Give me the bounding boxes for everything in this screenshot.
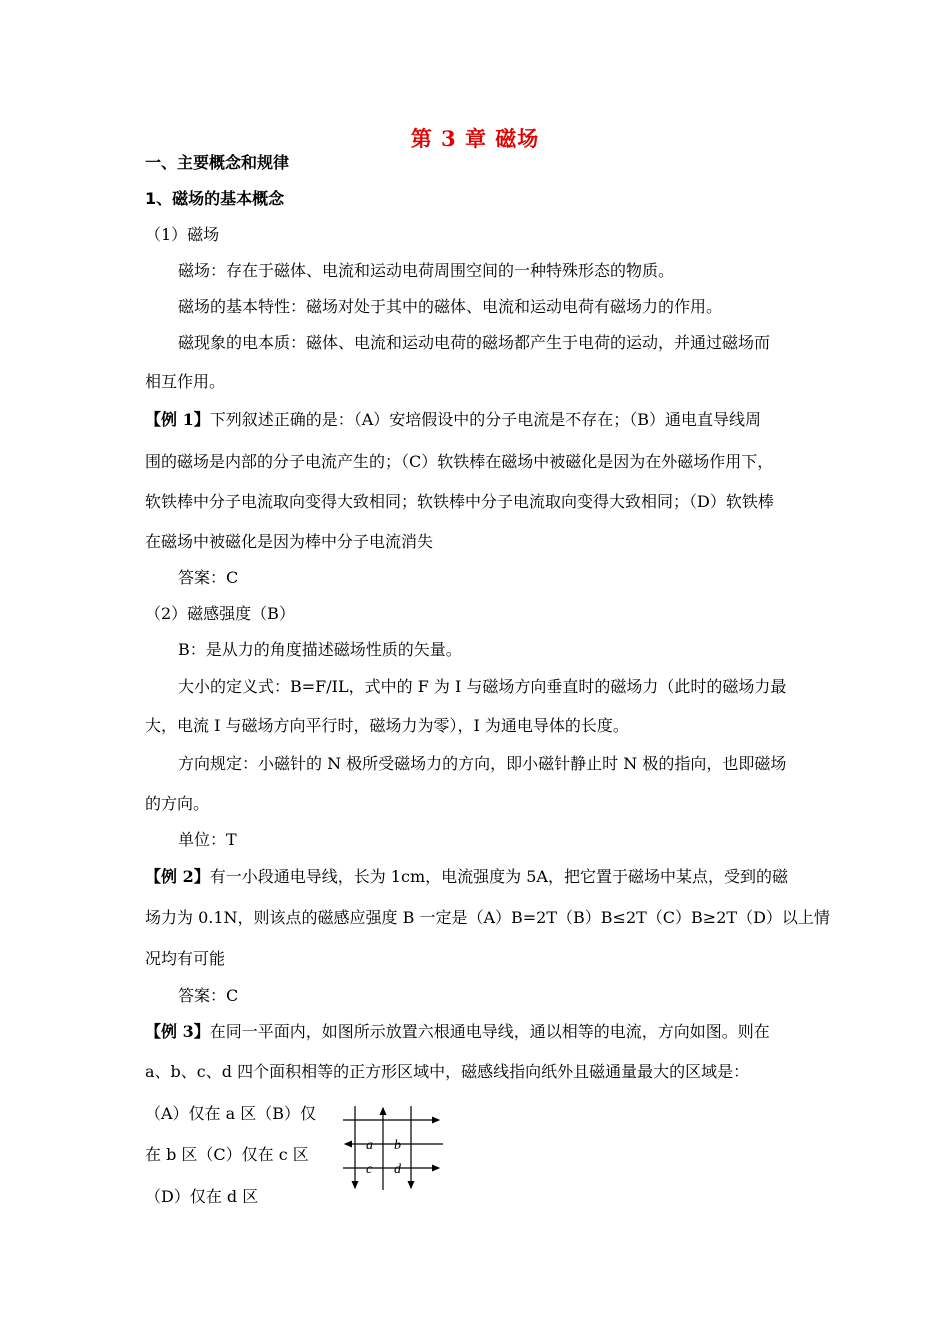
example-text: 下列叙述正确的是：（A）安培假设中的分子电流是不存在；（B）通电直导线周 [209,410,762,429]
example-tag: 【例 2】 [145,867,210,886]
paragraph-continuation: 的方向。 [145,794,210,813]
item-heading: （1）磁场 [145,225,220,244]
paragraph: 单位：T [178,830,237,849]
paragraph: 磁现象的电本质：磁体、电流和运动电荷的磁场都产生于电荷的运动，并通过磁场而 [178,333,771,352]
paragraph: 大小的定义式：B=F/IL，式中的 F 为 I 与磁场方向垂直时的磁场力（此时的磁场力最 [178,677,787,696]
subsection-heading: 1、磁场的基本概念 [145,189,285,208]
region-b-label: b [394,1138,401,1153]
region-d-label: d [394,1162,401,1177]
example-1-line [145,410,810,430]
example-2-line: 场力为 0.1N，则该点的磁感应强度 B 一定是（A）B=2T（B）B≤2T（C）B≥2T（D）以上情 [145,908,830,927]
region-a-label: a [366,1138,373,1153]
paragraph-continuation: 相互作用。 [145,372,226,391]
wire-grid-diagram [335,1098,450,1198]
paragraph: 磁场：存在于磁体、电流和运动电荷周围空间的一种特殊形态的物质。 [178,261,675,280]
chapter-title: 第 3 章 磁场 [410,126,540,151]
paragraph-continuation: 大，电流 I 与磁场方向平行时，磁场力为零），I 为通电导体的长度。 [145,716,629,735]
paragraph: B：是从力的角度描述磁场性质的矢量。 [178,640,462,659]
example-2-line [145,867,810,887]
example-tag: 【例 3】 [145,1022,210,1041]
example-3-line [145,1022,810,1042]
example-3-option: （A）仅在 a 区（B）仅 [145,1104,317,1123]
item-heading: （2）磁感强度（B） [145,604,295,623]
example-1-line: 围的磁场是内部的分子电流产生的；（C）软铁棒在磁场中被磁化是因为在外磁场作用下， [145,452,774,471]
section-heading: 一、主要概念和规律 [145,153,290,172]
example-1-line: 在磁场中被磁化是因为棒中分子电流消失 [145,532,434,551]
paragraph: 磁场的基本特性：磁场对处于其中的磁体、电流和运动电荷有磁场力的作用。 [178,297,723,316]
example-3-option: （D）仅在 d 区 [145,1187,259,1206]
example-1-line: 软铁棒中分子电流取向变得大致相同；软铁棒中分子电流取向变得大致相同；（D）软铁棒 [145,492,774,511]
example-3-line: a、b、c、d 四个面积相等的正方形区域中，磁感线指向纸外且磁通量最大的区域是： [145,1062,750,1081]
example-tag: 【例 1】 [145,410,210,429]
answer: 答案：C [178,986,239,1005]
answer: 答案：C [178,568,239,587]
region-c-label: c [366,1162,373,1177]
example-3-option: 在 b 区（C）仅在 c 区 [145,1145,309,1164]
example-text: 有一小段通电导线，长为 1cm，电流强度为 5A，把它置于磁场中某点，受到的磁 [209,867,788,886]
paragraph: 方向规定：小磁针的 N 极所受磁场力的方向，即小磁针静止时 N 极的指向，也即磁场 [178,754,787,773]
example-text: 在同一平面内，如图所示放置六根通电导线，通以相等的电流，方向如图。则在 [209,1022,770,1041]
example-2-line: 况均有可能 [145,949,226,968]
